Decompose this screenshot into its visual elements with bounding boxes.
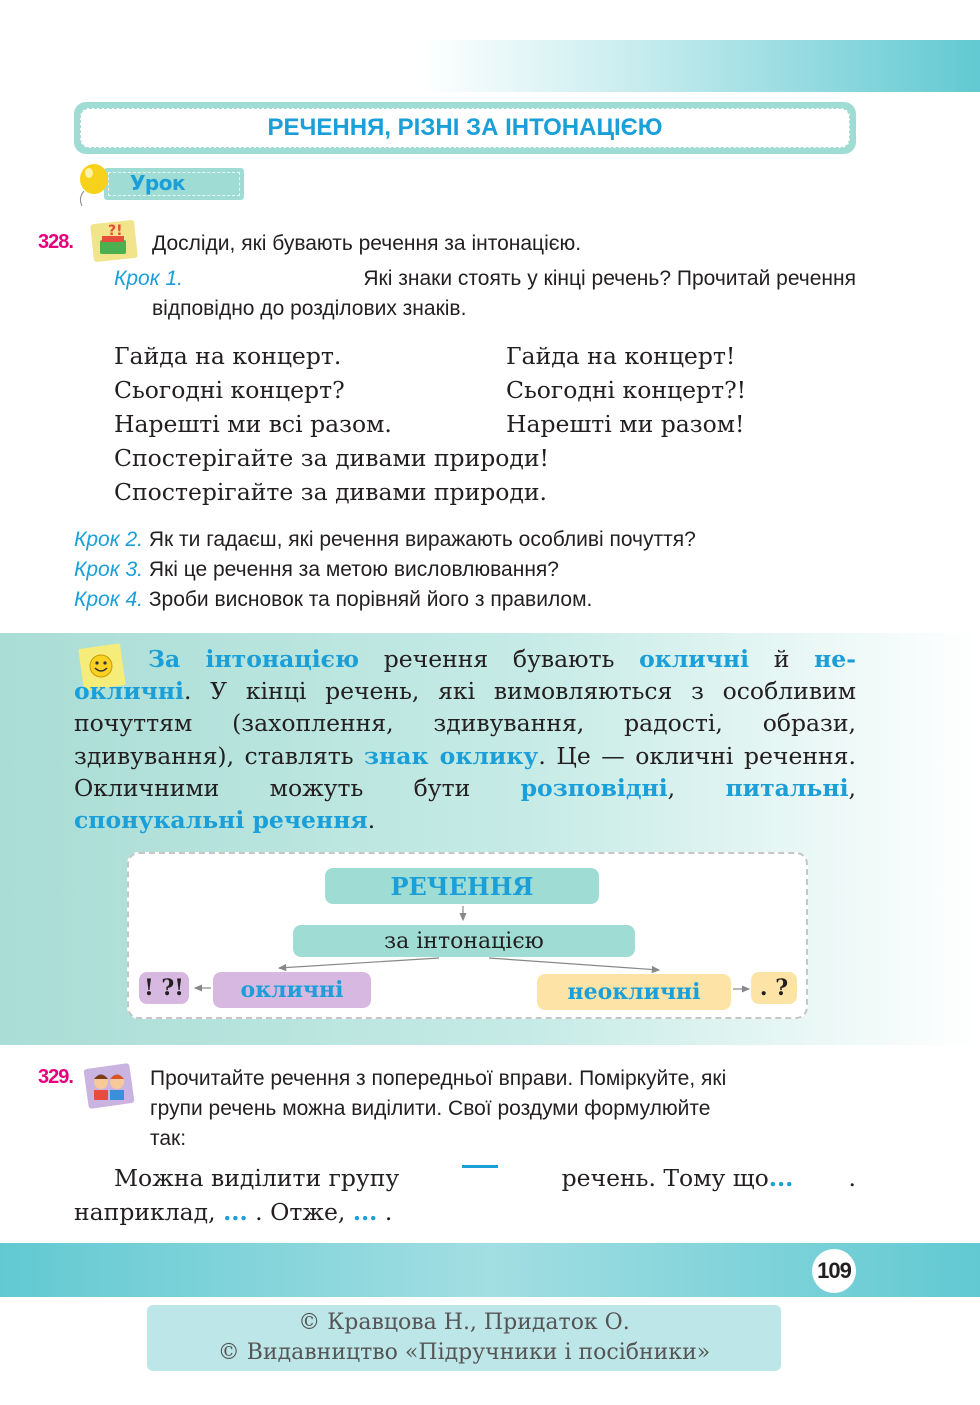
ellipsis: ... bbox=[223, 1198, 248, 1226]
example-left-1: Гайда на концерт. bbox=[114, 342, 342, 370]
fill-in-blank bbox=[462, 1161, 498, 1168]
task-329-line1: Прочитайте речення з попередньої вправи. Поміркуйте, які bbox=[150, 1067, 727, 1090]
scheme-middle-node: за інтонацією bbox=[293, 925, 635, 957]
example-full-2: Спостерігайте за дивами природи. bbox=[114, 478, 548, 506]
rule-text-part: речення бувають bbox=[359, 645, 640, 673]
rule-term-narrative: розповідні bbox=[520, 773, 668, 802]
step3-text: Які це речення за метою висловлювання? bbox=[148, 558, 559, 581]
rule-text-part: , bbox=[667, 773, 726, 802]
example-right-2: Сьогодні концерт?! bbox=[506, 376, 747, 404]
task-328-text: Досліди, які бувають речення за інтонацією. bbox=[152, 232, 582, 255]
rule-term-imperative: спонукальні речення bbox=[74, 806, 368, 835]
template-part bbox=[562, 1161, 794, 1195]
rule-text-part: й bbox=[749, 645, 815, 673]
balloon-icon bbox=[74, 162, 110, 206]
copyright-authors: © Кравцова Н., Придаток О. bbox=[298, 1310, 630, 1335]
exercise-number-329: 329. bbox=[38, 1066, 73, 1088]
page-title: РЕЧЕННЯ, РІЗНІ ЗА ІНТОНАЦІЄЮ bbox=[80, 108, 850, 148]
rule-term-intonation: За інтонацією bbox=[148, 645, 360, 673]
step1-text: Які знаки стоять у кінці речень? Прочитай речення bbox=[363, 267, 856, 290]
template-part: . Отже, bbox=[255, 1198, 346, 1226]
lesson-tag bbox=[104, 168, 244, 200]
step1-line1 bbox=[114, 264, 856, 294]
copyright-publisher: © Видавництво «Підручники і посібники» bbox=[217, 1340, 711, 1365]
rule-term-exclamation-mark: знак оклику bbox=[364, 741, 539, 770]
template-part: . bbox=[848, 1164, 856, 1192]
rule-text-part: . bbox=[367, 806, 376, 835]
step4-label: Крок 4. bbox=[74, 588, 143, 611]
example-left-3: Нарешті ми всі разом. bbox=[114, 410, 392, 438]
page-number: 109 bbox=[812, 1249, 856, 1293]
exercise-number-328: 328. bbox=[38, 231, 73, 253]
rule-text-part: . Це — окличні речення. Окличними можуть бути bbox=[74, 741, 856, 802]
intonation-scheme bbox=[127, 852, 808, 1019]
scheme-exclamatory-node: окличні bbox=[213, 972, 371, 1008]
top-decor-band bbox=[420, 40, 980, 92]
step3-label: Крок 3. bbox=[74, 558, 143, 581]
step3-line bbox=[74, 555, 559, 585]
step4-text: Зроби висновок та порівняй його з правилом. bbox=[148, 588, 593, 611]
scheme-nonexclamatory-marks: . ? bbox=[751, 972, 797, 1004]
example-right-1: Гайда на концерт! bbox=[506, 342, 736, 370]
step1-line2: відповідно до розділових знаків. bbox=[152, 297, 467, 320]
example-left-2: Сьогодні концерт? bbox=[114, 376, 345, 404]
scheme-root-node: РЕЧЕННЯ bbox=[325, 868, 599, 904]
example-right-3: Нарешті ми разом! bbox=[506, 410, 745, 438]
template-line-1 bbox=[114, 1161, 856, 1195]
task-329-line2: групи речень можна виділити. Свої роздуми формулюйте bbox=[150, 1097, 711, 1120]
rule-term-nonexclamatory: неокличні bbox=[74, 645, 856, 706]
title-frame bbox=[74, 102, 856, 154]
template-part: . bbox=[384, 1198, 393, 1226]
step2-text: Як ти гадаєш, які речення виражають особливі почуття? bbox=[148, 528, 696, 551]
rule-text-part: . У кінці речень, які вимовляються з особливим почуттям (захоплення, здивування, радості, образи, здивування), ставлять bbox=[74, 677, 856, 770]
group-work-icon bbox=[82, 1062, 138, 1110]
step2-line bbox=[74, 525, 696, 555]
template-part: Можна виділити групу bbox=[114, 1164, 400, 1192]
ellipsis: ... bbox=[352, 1198, 378, 1226]
copyright-box bbox=[147, 1305, 781, 1371]
rule-term-exclamatory: окличні bbox=[639, 645, 750, 673]
template-part: наприклад, bbox=[74, 1198, 216, 1226]
rule-term-interrogative: питальні bbox=[725, 773, 849, 802]
lesson-label: Урок bbox=[130, 171, 186, 195]
step2-label: Крок 2. bbox=[74, 528, 143, 551]
svg-text:?!: ?! bbox=[108, 223, 123, 239]
step1-label: Крок 1. bbox=[114, 267, 183, 290]
scheme-nonexclamatory-node: неокличні bbox=[537, 974, 731, 1010]
ellipsis: ... bbox=[768, 1164, 794, 1192]
scheme-exclamatory-marks: ! ?! bbox=[139, 972, 189, 1004]
rule-text bbox=[74, 643, 856, 836]
example-full-1: Спостерігайте за дивами природи! bbox=[114, 444, 550, 472]
rule-text-part: , bbox=[848, 773, 856, 802]
task-329-line3: так: bbox=[150, 1127, 187, 1150]
template-part-text: речень. Тому що bbox=[561, 1164, 769, 1192]
explore-task-icon bbox=[86, 218, 142, 264]
template-line-2 bbox=[74, 1195, 392, 1229]
step4-line bbox=[74, 585, 592, 615]
